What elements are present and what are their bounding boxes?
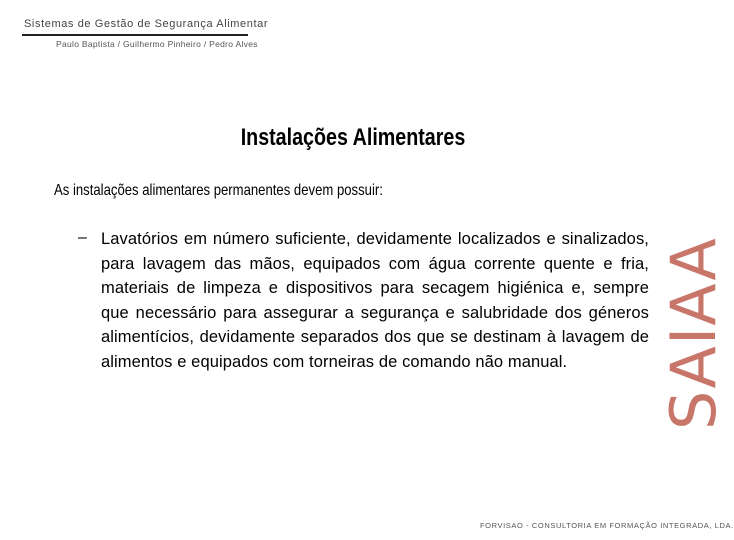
header-title: Sistemas de Gestão de Segurança Alimentar [24, 18, 269, 30]
intro-text: As instalações alimentares permanentes devem possuir: [54, 182, 383, 199]
saiaa-logo: SAIAA [657, 237, 730, 430]
header-authors: Paulo Baptista / Guilhermo Pinheiro / Pedro Alves [56, 39, 258, 49]
bullet-marker: – [78, 229, 87, 246]
slide-title: Instalações Alimentares [240, 124, 466, 151]
bullet-text: Lavatórios em número suficiente, devidamente localizados e sinalizados, para lavagem das mãos, equipados com água corrente quente e fria, materiais de limpeza e dispositivos para secagem higiénica e, sempre que necessário para assegurar a segurança e salubridade dos géneros alimentícios, devidamente separados dos que se destinam à lavagem de alimentos e equipados com torneiras de comando não manual. [101, 230, 649, 371]
header-divider [22, 34, 248, 36]
footer-company: FORVISAO - CONSULTORIA EM FORMAÇÃO INTEGRADA, LDA. [480, 521, 734, 530]
